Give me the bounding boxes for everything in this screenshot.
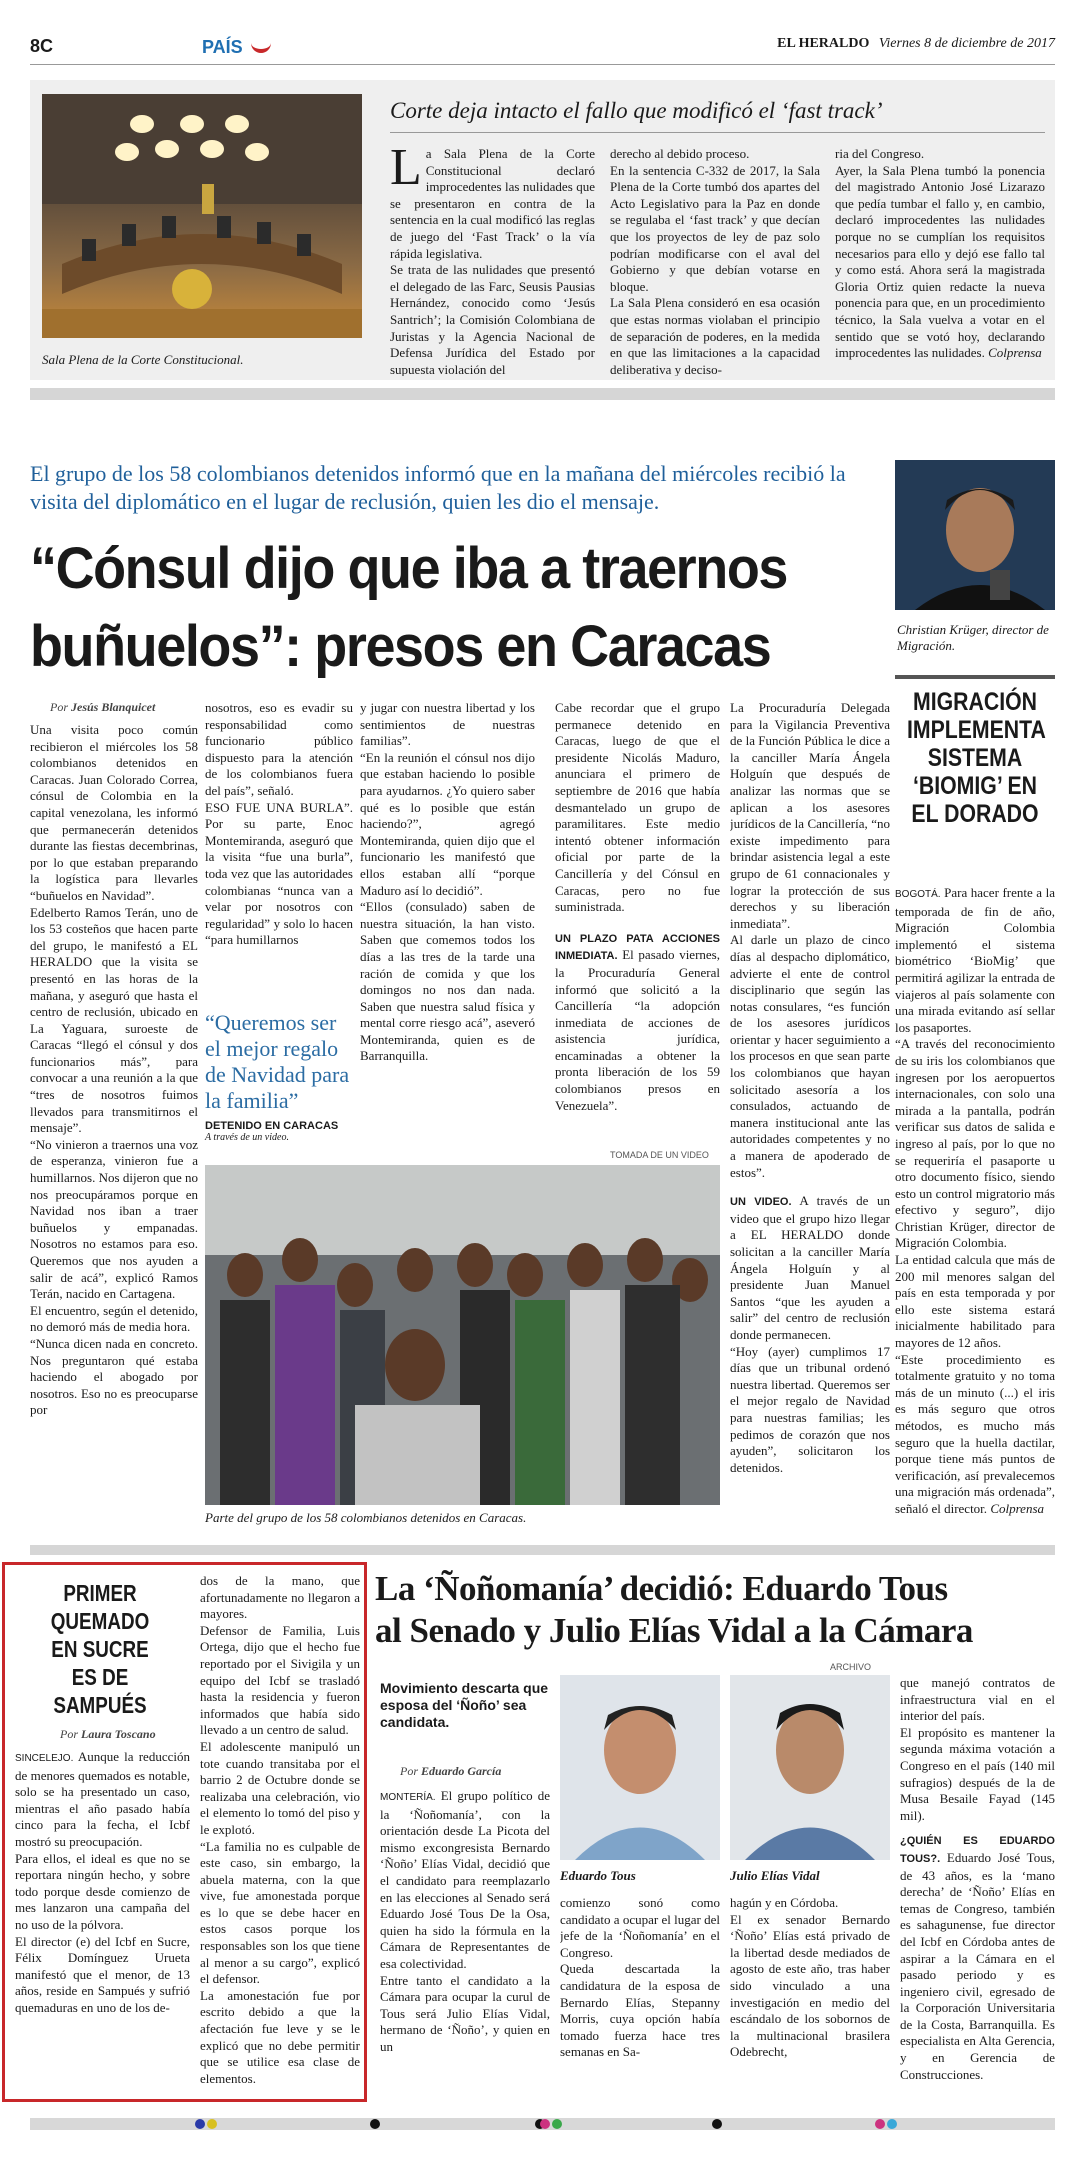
court-photo-illustration xyxy=(42,94,362,338)
nonomania-byline xyxy=(400,1764,501,1779)
kruger-caption: Christian Krüger, director de Migración. xyxy=(897,622,1049,653)
pullquote-text: “Queremos ser el mejor regalo de Navidad para la familia” xyxy=(205,1010,350,1113)
nonomania-dateline: MONTERÍA. xyxy=(380,1792,436,1803)
registration-mark-icon xyxy=(540,2119,550,2129)
nonomania-col-4b-text: Eduardo José Tous, de 43 años, es la ‘mano derecha’ de ‘Ñoño’ Elías en temas de Congreso, también es sahagunense, fue director del Icbf en Córdoba antes de aspirar a la Cámara en el pasado periodo y es ingeniero civil, egresado de la Corporación Universitaria de la Costa, Barranquilla. Es especialista en Alta Gerencia, y en Gerencia de Construcciones. xyxy=(900,1849,1055,2082)
group-photo-illustration xyxy=(205,1165,720,1505)
nonomania-col-2-text: comienzo sonó como candidato a ocupar el lugar del jefe de la ‘Ñoñomanía’ en el Congreso. Queda descartada la candidatura de la esposa de Bernardo Elías, Stepanny Morris, cuya opción había tomado fuerza hace tres semanas en Sa- xyxy=(560,1895,720,2060)
corte-headline: Corte deja intacto el fallo que modificó el ‘fast track’ xyxy=(390,98,883,123)
section-swoosh-icon xyxy=(251,35,271,53)
page-header xyxy=(30,30,1055,62)
masthead: EL HERALDO xyxy=(777,36,870,51)
pullquote-sub: A través de un video. xyxy=(205,1132,289,1143)
corte-col-3-text: ria del Congreso. Ayer, la Sala Plena tumbó la ponencia del magistrado Antonio José Lizarazo que pedía tumbar el fallo y, en cambio, declaró improcedentes las nulidades porque no se cumplían los requisitos necesarios para ello y dejó ese fallo tal y como está. Ahora será la magistrada Gloria Ortiz quien redacte la nueva ponencia para que, en un procedimiento técnico, la Sala vuelva a votar en el sentido que se votó hoy, declarando improcedentes las nulidades. xyxy=(835,146,1045,361)
quemado-col-1 xyxy=(15,1749,190,2089)
section-band-2 xyxy=(30,1545,1055,1555)
corte-col-1-text: a Sala Plena de la Corte Constitucional declaró improcedentes las nulidades que se presentaron en contra de la sentencia en la cual modificó las reglas de juego del ‘Fast Track’ o la vía rápida legislativa. Se trata de las nulidades que presentó el delegado de las Farc, Seusis Pausias Hernández, conocido como ‘Jesús Santrich’; la Comisión Colombiana de Juristas y la Agencia Nacional de Defensa Jurídica del Estado por supuesta violación del xyxy=(390,146,595,376)
corte-col-1 xyxy=(390,146,595,376)
section-label xyxy=(202,35,271,58)
registration-mark-icon xyxy=(712,2119,722,2129)
tous-photo xyxy=(560,1675,720,1860)
kruger-portrait xyxy=(895,460,1055,610)
consul-col-4-text: Cabe recordar que el grupo permanece detenido en Caracas, luego de que el presidente Nicolás Maduro, anunciara el primero de septiembre de 2016 que había desmantelado un grupo de paramilitares. Este medio intentó obtener información oficial por parte de la Cancillería y del Cónsul en Caracas, pero no fue suministrada. xyxy=(555,700,720,915)
vidal-photo-illustration xyxy=(730,1675,890,1860)
consul-headline xyxy=(30,530,890,686)
quemado-col-2-text: dos de la mano, que afortunadamente no llegaron a mayores. Defensor de Familia, Luis Ortega, dijo que el hecho fue reportado por el Sivigila y un equipo del Icbf se trasladó hasta la residencia y fueron informados que había sido llevado a un centro de salud. El adolescente manipuló un tote cuando transitaba por el barrio 2 de Octubre donde se realizaba una celebración, vio el elemento lo tomó del piso y le explotó. “La familia no es culpable de este caso, sin embargo, la abuela materna, con la que vive, fue amonestada porque es lo que se debe hacer en estos casos porque los responsables son los que tiene al menor a su cargo”, explicó el defensor. La amonestación fue por escrito debido a que la afectación fue leve y se le explicó que no debe permitir que se utilice esa clase de elementos. xyxy=(200,1573,360,2086)
consul-col-3-text: y jugar con nuestra libertad y los sentimientos de nuestras familias”. “En la reunión el cónsul nos dijo que estaban haciendo lo posible para ayudarnos. ¿Yo quiero saber qué es lo posible que están haciendo?”, agregó Montemiranda, quien dijo que el funcionario les manifestó que ellos estaban allí “porque Maduro así lo decidió”. “Ellos (consulado) saben de nuestra situación, la han visto. Saben que comemos todos los días a las tres de la tarde una ración de comida y que los domingos no nos dan nada. Saben que nuestra salud física y mental corre riesgo acá”, aseveró Montemiranda, quien es de Barranquilla. xyxy=(360,700,535,1064)
quemado-title: PRIMER QUEMADO EN SUCRE ES DE SAMPUÉS xyxy=(50,1580,150,1718)
migracion-signoff: Colprensa xyxy=(990,1500,1045,1516)
nonomania-photo-credit: ARCHIVO xyxy=(830,1662,872,1672)
corte-col-3 xyxy=(835,146,1045,376)
group-photo-credit: TOMADA DE UN VIDEO xyxy=(610,1150,709,1160)
consul-col-5-text: La Procuraduría Delegada para la Vigilancia Preventiva de la Función Pública le dice a la canciller María Ángela Holguín que después de analizar las normas que se aplican a los asesores jurídicos de la Cancillería, “no existe impedimento para brindar asistencia legal a este grupo de 61 connacionales y lograr la protección de sus derechos y su liberación inmediata”. Al darle un plazo de cinco días al despacho diplomático, advierte el ente de control disciplinario que según las notas consulares, “es función de los asesores jurídicos orientar y hacer seguimiento a los procesos en que sean parte los colombianos que hayan solicitado asesoría a los consulados, actuando de manera institucional ante las autoridades competentes y no a manera de apoderado de estos”. xyxy=(730,700,890,1180)
nonomania-headline-line-2: al Senado y Julio Elías Vidal a la Cámara xyxy=(375,1611,973,1650)
quemado-col-1-text: Aunque la reducción de menores quemados es notable, solo se ha presentado un caso, mientras el año pasado había cinco para la fecha, el Icbf mostró su preocupación. Para ellos, el ideal es que no se reportara ningún hecho, y sobre todo porque desde comienzo de mes lanzaron una campaña del no uso de la pólvora. El director (e) del Icbf en Sucre, Félix Domínguez Urueta manifestó que el menor, de 13 años, reside en Sampués y sufrió quemaduras en uno de los de- xyxy=(15,1749,190,2015)
consul-col-5-subhead: UN VIDEO. xyxy=(730,1196,792,1209)
nonomania-headline xyxy=(375,1568,1065,1652)
nonomania-col-4 xyxy=(900,1675,1055,2120)
page-number: 8C xyxy=(30,36,54,56)
registration-mark-icon xyxy=(887,2119,897,2129)
consul-col-5b-text: A través de un video que el grupo hizo llegar a EL HERALDO donde solicitan a la canciller María Ángela Holguín y al presidente Juan Manuel Santos “que les ayuden a salir” del centro de reclusión donde permanecen. “Hoy (ayer) cumplimos 17 días que un tribunal ordenó nuestra libertad. Queremos ser el mejor regalo de Navidad para nuestras familias; les pedimos de corazón que nos ayuden”, solicitaron los detenidos. xyxy=(730,1193,890,1475)
nonomania-col-4-text: que manejó contratos de infraestructura vial en el interior del país. El propósito es mantener la segunda máxima votación a Congreso en el país (140 mil sufragios) después de la de Musa Besaile Fayad (145 mil). xyxy=(900,1675,1055,1823)
nonomania-col-3-text: hagún y en Córdoba. El ex senador Bernardo ‘Ñoño’ Elías está privado de la libertad desde mediados de agosto de este año, tras haber sido vinculado a una investigación en medio del escándalo de los sobornos de la multinacional brasilera Odebrecht, xyxy=(730,1895,890,2060)
nonomania-col-1 xyxy=(380,1788,550,2118)
consul-headline-line-2: buñuelos”: presos en Caracas xyxy=(30,614,771,679)
migracion-body xyxy=(895,885,1055,1525)
court-photo-caption: Sala Plena de la Corte Constitucional. xyxy=(42,352,244,367)
consul-kicker: El grupo de los 58 colombianos detenidos informó que en la mañana del miércoles recibió la visita del diplomático en el lugar de reclusión, quien les dio el mensaje. xyxy=(30,461,846,514)
tous-caption: Eduardo Tous xyxy=(560,1868,636,1883)
section-name: PAÍS xyxy=(202,37,243,57)
group-photo-caption: Parte del grupo de los 58 colombianos detenidos en Caracas. xyxy=(205,1510,527,1525)
nonomania-headline-line-1: La ‘Ñoñomanía’ decidió: Eduardo Tous xyxy=(375,1569,948,1608)
byline-author: Eduardo García xyxy=(421,1764,502,1778)
migracion-dateline: BOGOTÁ. xyxy=(895,889,941,900)
court-photo xyxy=(42,94,362,338)
registration-mark-icon xyxy=(552,2119,562,2129)
group-photo xyxy=(205,1165,720,1505)
consul-byline xyxy=(50,700,155,715)
consul-col-2-text: nosotros, eso es evadir su responsabilidad como funcionario público dispuesto para la atención de los colombianos fuera del país”, señaló. ESO FUE UNA BURLA”. Por su parte, Enoc Montemiranda, aseguró que la visita “fue una burla”, toda vez que las autoridades colombianas “nunca van a velar por nosotros con regularidad” y solo lo hacen “para humillarnos xyxy=(205,700,353,948)
issue-date: Viernes 8 de diciembre de 2017 xyxy=(878,36,1055,51)
quemado-box xyxy=(2,1562,367,2102)
consul-headline-line-1: “Cónsul dijo que iba a traernos xyxy=(30,536,787,601)
byline-prefix: Por xyxy=(50,700,68,714)
byline-author: Jesús Blanquicet xyxy=(71,700,156,714)
migracion-body-text: Para hacer frente a la temporada de fin de año, Migración Colombia implementó el sistema biométrico ‘BioMig’ que permitirá agilizar la entrada de viajeros al país solamente con una mirada evitando así sellar los pasaportes. “A través del reconocimiento de su iris los colombianos que ingresen por los aeropuertos internacionales, con solo una mirada a la pantalla, podrán verificar sus datos de salida e ingreso al país, por lo que no se requeriría el pasaporte u otro documento físico, siendo esto un control migratorio más efectivo y seguro”, dijo Christian Krüger, director de Migración Colombia. La entidad calcula que más de 200 mil menores salgan del país en esta temporada y por ello este sistema estará inicialmente habilitado para mayores de 12 años. “Este procedimiento es totalmente gratuito y no toma más de un minuto (...) el iris es más seguro que otros métodos, es mucho más seguro que la huella dactilar, porque tiene más puntos de verificación, así prevalecemos una migración más ordenada”, señaló el director. xyxy=(895,885,1055,1516)
migracion-title: MIGRACIÓN IMPLEMENTA SISTEMA ‘BIOMIG’ EN EL DORADO xyxy=(907,688,1046,828)
tous-photo-illustration xyxy=(560,1675,720,1860)
pullquote-source: DETENIDO EN CARACAS xyxy=(205,1120,339,1132)
quemado-col-2 xyxy=(200,1573,360,2093)
header-rule xyxy=(30,64,1055,65)
nonomania-col-4-subhead: ¿QUIÉN ES EDUARDO TOUS?. xyxy=(900,1835,1055,1865)
nonomania-subhead: Movimiento descarta que esposa del ‘Ñoño’ sea candidata. xyxy=(380,1680,549,1730)
registration-mark-icon xyxy=(370,2119,380,2129)
section-band xyxy=(30,388,1055,400)
migracion-rule xyxy=(895,675,1055,679)
consul-col-1 xyxy=(30,722,198,1530)
registration-mark-icon xyxy=(207,2119,217,2129)
consul-col-3 xyxy=(360,700,535,1160)
consul-col-2 xyxy=(205,700,353,990)
nonomania-col-2 xyxy=(560,1895,720,2120)
byline-author: Laura Toscano xyxy=(81,1727,156,1741)
consul-col-5 xyxy=(730,700,890,1540)
corte-title-rule xyxy=(390,132,1045,133)
vidal-caption: Julio Elías Vidal xyxy=(730,1868,820,1883)
article-corte xyxy=(30,80,1055,380)
consul-col-4 xyxy=(555,700,720,1160)
corte-col-2 xyxy=(610,146,820,376)
registration-mark-icon xyxy=(195,2119,205,2129)
quemado-dateline: SINCELEJO. xyxy=(15,1753,74,1764)
nonomania-col-1-text: El grupo político de la ‘Ñoñomanía’, con la orientación desde La Picota del mismo excongresista Bernardo ‘Ñoño’ Elías Vidal, decidió que el candidato para reemplazarlo en las elecciones al Senado será Eduardo José Tous De la Osa, quien ha sido la fórmula en la Cámara de Representantes de esa colectividad. Entre tanto el candidato a la Cámara para ocupar la curul de Tous será Julio Elías Vidal, hermano de ‘Ñoño’, y quien en un xyxy=(380,1788,550,2054)
byline-prefix: Por xyxy=(60,1727,78,1741)
consul-col-4b-text: El pasado viernes, la Procuraduría General informó que solicitó a la Cancillería “la adopción inmediata de acciones de asistencia jurídica, encaminadas a obtener la pronta liberación de los 59 colombianos presos en Venezuela”. xyxy=(555,947,720,1113)
nonomania-col-3 xyxy=(730,1895,890,2120)
byline-prefix: Por xyxy=(400,1764,418,1778)
consul-col-1-text: Una visita poco común recibieron el miércoles los 58 colombianos detenidos en Caracas. Juan Colorado Correa, cónsul de Colombia en la capital venezolana, les informó que permanecerán detenidos durante las fiestas decembrinas, por lo que estaban preparando la logística para llevarles “buñuelos en Navidad”. Edelberto Ramos Terán, uno de los 53 costeños que hacen parte del grupo, le manifestó a EL HERALDO que la visita se presentó en las horas de la mañana, y aseguró que hasta el centro de reclusión, ubicado en La Yaguara, suroeste de Caracas “llegó el cónsul y dos funcionarios más”, para convocar a una reunión a la que “tres de nosotros fuimos llevados para transmitirnos el mensaje”. “No vinieron a traernos una voz de esperanza, vinieron fue a humillarnos. Nos dijeron que no nos preocupáramos porque en Navidad nos iban a traer buñuelos y empanadas. Nosotros no estamos para eso. Queremos que nos ayuden a salir de acá”, explicó Ramos Terán, nacido en Cartagena. El encuentro, según el detenido, no demoró más de media hora. “Nunca dicen nada en concreto. Nos preguntaron qué estaba haciendo el abogado por nosotros. Eso no es preocuparse por xyxy=(30,722,198,1418)
pullquote xyxy=(205,1010,355,1143)
consul-col-4-subhead: UN PLAZO PATA ACCIONES INMEDIATA. xyxy=(555,932,720,963)
vidal-photo xyxy=(730,1675,890,1860)
quemado-byline xyxy=(60,1727,156,1742)
corte-col-2-text: derecho al debido proceso. En la sentencia C-332 de 2017, la Sala Plena de la Corte tumbó dos apartes del Acto Legislativo para la Paz en donde se regulaba el ‘fast track’ y que decían que los proyectos de ley de paz solo podrían modificarse con el aval del Gobierno y que debían votarse en bloque. La Sala Plena consideró en esa ocasión que estas normas violaban el principio de separación de poderes, en la medida en que las limitaciones a la capacidad deliberativa y deciso- xyxy=(610,146,820,376)
drop-cap: L xyxy=(390,146,422,196)
kruger-portrait-illustration xyxy=(895,460,1055,610)
corte-signoff: Colprensa xyxy=(988,345,1042,361)
registration-mark-icon xyxy=(875,2119,885,2129)
